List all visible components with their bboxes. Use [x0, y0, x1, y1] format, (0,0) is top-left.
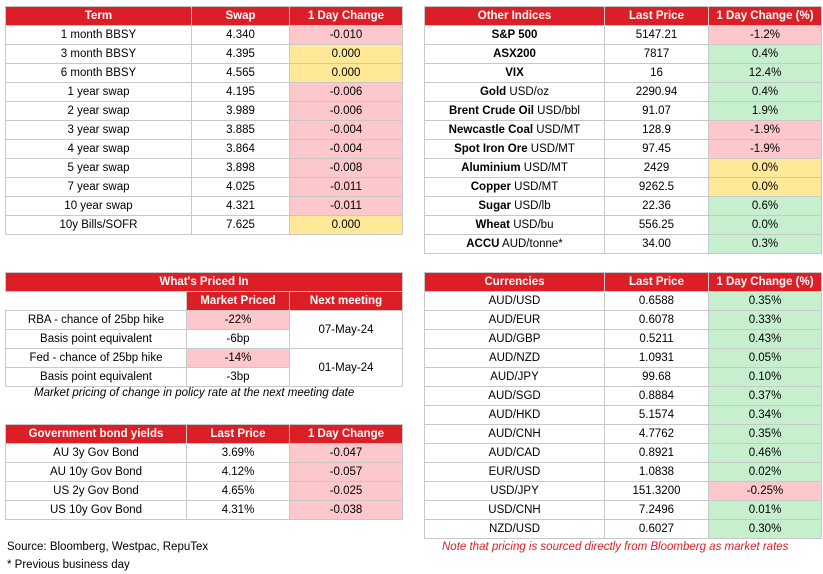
table-row	[425, 349, 822, 368]
swap-term: 4 year swap	[6, 140, 192, 159]
currency-pair: AUD/JPY	[425, 368, 605, 387]
priced-label: RBA - chance of 25bp hike	[6, 311, 187, 330]
currency-price: 5.1574	[605, 406, 709, 425]
indices-header-name: Other Indices	[425, 7, 605, 26]
table-row	[6, 102, 403, 121]
index-name: VIX	[505, 67, 524, 79]
swap-term: 10y Bills/SOFR	[6, 216, 192, 235]
table-row	[425, 425, 822, 444]
bond-change: -0.047	[290, 444, 403, 463]
bond-name: AU 10y Gov Bond	[6, 463, 187, 482]
bond-change: -0.038	[290, 501, 403, 520]
currency-price: 4.7762	[605, 425, 709, 444]
swap-change: -0.008	[290, 159, 403, 178]
index-unit: USD/MT	[533, 124, 581, 136]
table-row	[6, 311, 403, 330]
currency-pair: EUR/USD	[425, 463, 605, 482]
indices-header-row	[425, 7, 822, 26]
currency-pair: USD/JPY	[425, 482, 605, 501]
bond-price: 4.12%	[187, 463, 290, 482]
swap-term: 1 year swap	[6, 83, 192, 102]
table-row	[6, 178, 403, 197]
swap-term: 6 month BBSY	[6, 64, 192, 83]
currency-price: 1.0838	[605, 463, 709, 482]
index-name: ASX200	[493, 48, 536, 60]
table-row	[6, 444, 403, 463]
currency-price: 7.2496	[605, 501, 709, 520]
bond-header-price: Last Price	[187, 425, 290, 444]
bond-price: 3.69%	[187, 444, 290, 463]
currency-pair: AUD/EUR	[425, 311, 605, 330]
bond-name: US 10y Gov Bond	[6, 501, 187, 520]
index-change: 0.4%	[709, 45, 822, 64]
currency-price: 0.8921	[605, 444, 709, 463]
currency-price: 0.6588	[605, 292, 709, 311]
swap-body	[6, 26, 403, 235]
swap-value: 3.885	[192, 121, 290, 140]
swap-change: -0.006	[290, 102, 403, 121]
index-name: Wheat	[475, 219, 511, 231]
index-unit: AUD/tonne*	[499, 238, 563, 250]
currency-change: 0.01%	[709, 501, 822, 520]
currency-change: 0.43%	[709, 330, 822, 349]
table-row	[425, 178, 822, 197]
meeting-date-fed: 01-May-24	[290, 349, 403, 387]
index-change: 0.4%	[709, 83, 822, 102]
index-name-cell	[425, 102, 605, 121]
index-name: Sugar	[478, 200, 511, 212]
index-name: Gold	[479, 86, 507, 98]
index-name-cell	[425, 45, 605, 64]
bond-name: US 2y Gov Bond	[6, 482, 187, 501]
index-name: Aluminium	[461, 162, 521, 174]
bond-change: -0.057	[290, 463, 403, 482]
table-row	[425, 235, 822, 254]
index-name-cell	[425, 178, 605, 197]
currency-pair: AUD/HKD	[425, 406, 605, 425]
currency-change: 0.05%	[709, 349, 822, 368]
table-row	[425, 444, 822, 463]
swap-term: 1 month BBSY	[6, 26, 192, 45]
priced-col-meeting: Next meeting	[290, 292, 403, 311]
table-row	[425, 520, 822, 539]
swap-header-swap: Swap	[192, 7, 290, 26]
bond-price: 4.65%	[187, 482, 290, 501]
currency-pair: AUD/USD	[425, 292, 605, 311]
swap-value: 3.864	[192, 140, 290, 159]
index-change: 0.0%	[709, 216, 822, 235]
table-row	[425, 121, 822, 140]
currency-header-pair: Currencies	[425, 273, 605, 292]
index-unit: USD/lb	[510, 200, 551, 212]
swap-change: -0.010	[290, 26, 403, 45]
currency-price: 0.8884	[605, 387, 709, 406]
swap-value: 3.898	[192, 159, 290, 178]
currency-body	[425, 292, 822, 539]
swap-header-row	[6, 7, 403, 26]
index-name: ACCU	[466, 238, 500, 250]
previous-day-note: * Previous business day	[7, 559, 130, 571]
index-change: 0.0%	[709, 178, 822, 197]
table-row	[6, 121, 403, 140]
table-row	[6, 482, 403, 501]
currency-change: 0.35%	[709, 425, 822, 444]
table-row	[425, 64, 822, 83]
currency-change: 0.34%	[709, 406, 822, 425]
currency-pair: AUD/GBP	[425, 330, 605, 349]
currency-price: 151.3200	[605, 482, 709, 501]
currency-price: 99.68	[605, 368, 709, 387]
currency-pair: AUD/CAD	[425, 444, 605, 463]
swap-value: 4.321	[192, 197, 290, 216]
currency-change: 0.46%	[709, 444, 822, 463]
table-row	[425, 463, 822, 482]
priced-note: Market pricing of change in policy rate at the next meeting date	[34, 387, 355, 399]
indices-header-change: 1 Day Change (%)	[709, 7, 822, 26]
priced-col-market: Market Priced	[187, 292, 290, 311]
table-row	[425, 292, 822, 311]
table-row	[425, 368, 822, 387]
swap-change: -0.011	[290, 197, 403, 216]
swap-value: 7.625	[192, 216, 290, 235]
currency-pair: AUD/NZD	[425, 349, 605, 368]
index-price: 97.45	[605, 140, 709, 159]
swap-change: 0.000	[290, 45, 403, 64]
index-price: 9262.5	[605, 178, 709, 197]
swap-change: -0.011	[290, 178, 403, 197]
table-row	[6, 216, 403, 235]
index-unit: USD/MT	[527, 143, 575, 155]
table-row	[6, 159, 403, 178]
index-change: 12.4%	[709, 64, 822, 83]
swap-table	[5, 6, 403, 235]
swap-value: 3.989	[192, 102, 290, 121]
swap-change: -0.006	[290, 83, 403, 102]
index-unit: USD/bbl	[533, 105, 580, 117]
currency-pair: USD/CNH	[425, 501, 605, 520]
swap-value: 4.195	[192, 83, 290, 102]
index-change: 0.3%	[709, 235, 822, 254]
swap-term: 5 year swap	[6, 159, 192, 178]
index-unit: USD/MT	[520, 162, 568, 174]
index-name-cell	[425, 140, 605, 159]
priced-label: Fed - chance of 25bp hike	[6, 349, 187, 368]
index-change: 0.6%	[709, 197, 822, 216]
swap-value: 4.565	[192, 64, 290, 83]
index-change: -1.9%	[709, 121, 822, 140]
currency-change: 0.30%	[709, 520, 822, 539]
index-price: 34.00	[605, 235, 709, 254]
index-price: 2290.94	[605, 83, 709, 102]
index-unit: USD/MT	[510, 181, 559, 193]
index-unit: USD/bu	[510, 219, 554, 231]
table-row	[425, 311, 822, 330]
table-row	[6, 140, 403, 159]
index-name-cell	[425, 235, 605, 254]
index-name: Newcastle Coal	[448, 124, 534, 136]
bond-header-row	[6, 425, 403, 444]
index-name: Spot Iron Ore	[454, 143, 528, 155]
table-row	[6, 45, 403, 64]
index-name-cell	[425, 64, 605, 83]
meeting-date-rba: 07-May-24	[290, 311, 403, 349]
swap-change: -0.004	[290, 121, 403, 140]
bond-price: 4.31%	[187, 501, 290, 520]
table-row	[425, 159, 822, 178]
currency-header-change: 1 Day Change (%)	[709, 273, 822, 292]
currency-price: 0.5211	[605, 330, 709, 349]
swap-term: 3 month BBSY	[6, 45, 192, 64]
index-name-cell	[425, 83, 605, 102]
currency-change: 0.33%	[709, 311, 822, 330]
swap-value: 4.340	[192, 26, 290, 45]
table-row	[425, 197, 822, 216]
currency-change: -0.25%	[709, 482, 822, 501]
currency-header-row	[425, 273, 822, 292]
table-row	[6, 64, 403, 83]
index-change: 0.0%	[709, 159, 822, 178]
priced-label: Basis point equivalent	[6, 368, 187, 387]
currency-pair: AUD/CNH	[425, 425, 605, 444]
priced-value: -6bp	[187, 330, 290, 349]
index-price: 2429	[605, 159, 709, 178]
table-row	[425, 45, 822, 64]
currency-pair: NZD/USD	[425, 520, 605, 539]
table-row	[6, 463, 403, 482]
priced-title: What's Priced In	[6, 273, 403, 292]
indices-table	[424, 6, 822, 254]
priced-value: -3bp	[187, 368, 290, 387]
bond-header-name: Government bond yields	[6, 425, 187, 444]
swap-change: 0.000	[290, 216, 403, 235]
currency-change: 0.35%	[709, 292, 822, 311]
index-name: S&P 500	[491, 29, 538, 41]
swap-value: 4.025	[192, 178, 290, 197]
currency-change: 0.37%	[709, 387, 822, 406]
table-row	[425, 387, 822, 406]
table-row	[6, 197, 403, 216]
swap-value: 4.395	[192, 45, 290, 64]
currency-price: 0.6078	[605, 311, 709, 330]
table-row	[425, 330, 822, 349]
swap-term: 7 year swap	[6, 178, 192, 197]
index-name-cell	[425, 121, 605, 140]
currency-change: 0.02%	[709, 463, 822, 482]
swap-header-change: 1 Day Change	[290, 7, 403, 26]
index-change: 1.9%	[709, 102, 822, 121]
currency-table	[424, 272, 822, 539]
priced-label: Basis point equivalent	[6, 330, 187, 349]
priced-title-row	[6, 273, 403, 292]
swap-term: 3 year swap	[6, 121, 192, 140]
priced-subheader-row	[6, 292, 403, 311]
priced-in-table	[5, 272, 403, 387]
currency-price: 1.0931	[605, 349, 709, 368]
table-row	[425, 501, 822, 520]
index-name-cell	[425, 216, 605, 235]
bond-body	[6, 444, 403, 520]
currency-change: 0.10%	[709, 368, 822, 387]
bond-change: -0.025	[290, 482, 403, 501]
priced-value: -14%	[187, 349, 290, 368]
indices-body	[425, 26, 822, 254]
index-name: Brent Crude Oil	[448, 105, 534, 117]
source-note: Source: Bloomberg, Westpac, RepuTex	[7, 541, 209, 553]
table-row	[6, 83, 403, 102]
bond-table	[5, 424, 403, 520]
currency-header-price: Last Price	[605, 273, 709, 292]
table-row	[425, 83, 822, 102]
currency-pair: AUD/SGD	[425, 387, 605, 406]
table-row	[425, 482, 822, 501]
swap-change: -0.004	[290, 140, 403, 159]
priced-blank-cell	[6, 292, 187, 311]
bloomberg-note: Note that pricing is sourced directly from Bloomberg as market rates	[442, 541, 789, 553]
indices-header-price: Last Price	[605, 7, 709, 26]
index-name-cell	[425, 197, 605, 216]
index-name-cell	[425, 159, 605, 178]
table-row	[6, 349, 403, 368]
bond-name: AU 3y Gov Bond	[6, 444, 187, 463]
table-row	[425, 140, 822, 159]
table-row	[425, 216, 822, 235]
swap-header-term: Term	[6, 7, 192, 26]
index-change: -1.2%	[709, 26, 822, 45]
table-row	[425, 406, 822, 425]
index-price: 7817	[605, 45, 709, 64]
priced-value: -22%	[187, 311, 290, 330]
index-price: 5147.21	[605, 26, 709, 45]
index-unit: USD/oz	[506, 86, 550, 98]
table-row	[425, 102, 822, 121]
index-price: 556.25	[605, 216, 709, 235]
table-row	[425, 26, 822, 45]
bond-header-change: 1 Day Change	[290, 425, 403, 444]
table-row	[6, 26, 403, 45]
swap-term: 10 year swap	[6, 197, 192, 216]
index-price: 91.07	[605, 102, 709, 121]
currency-price: 0.6027	[605, 520, 709, 539]
index-price: 128.9	[605, 121, 709, 140]
table-row	[6, 501, 403, 520]
index-name: Copper	[470, 181, 511, 193]
index-price: 22.36	[605, 197, 709, 216]
index-price: 16	[605, 64, 709, 83]
index-change: -1.9%	[709, 140, 822, 159]
swap-change: 0.000	[290, 64, 403, 83]
index-name-cell	[425, 26, 605, 45]
swap-term: 2 year swap	[6, 102, 192, 121]
